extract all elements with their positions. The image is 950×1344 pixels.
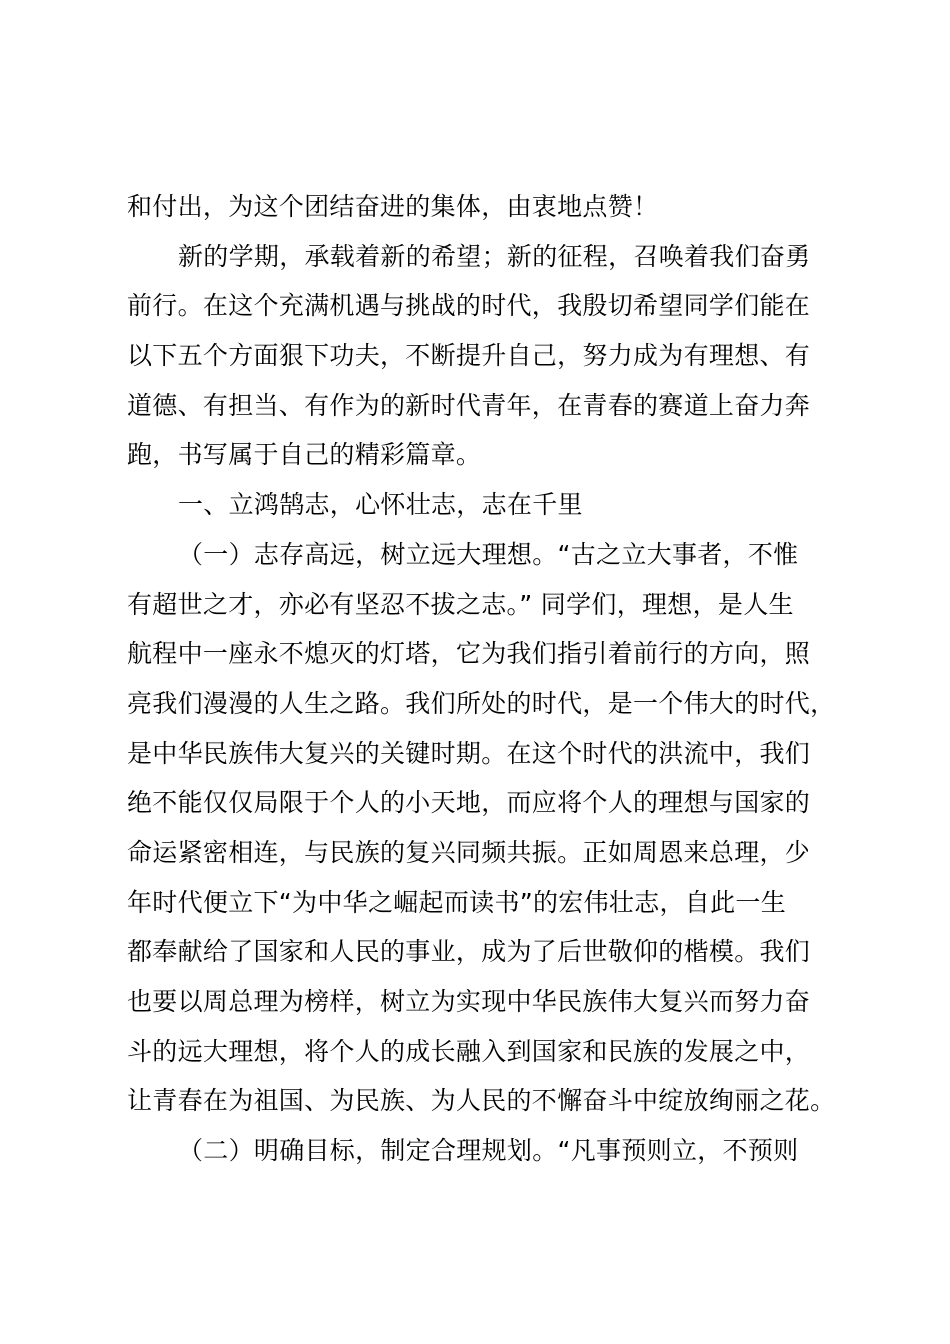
text-line: 命运紧密相连，与民族的复兴同频共振。正如周恩来总理，少: [127, 837, 811, 867]
text-line: 绝不能仅仅局限于个人的小天地，而应将个人的理想与国家的: [127, 788, 811, 818]
text-line: 年时代便立下“为中华之崛起而读书”的宏伟壮志，自此一生: [127, 887, 787, 917]
text-line: （一）志存高远，树立远大理想。“古之立大事者，不惟: [178, 539, 799, 569]
text-line: 一、立鸿鹄志，心怀壮志，志在千里: [178, 490, 583, 520]
text-line: 亮我们漫漫的人生之路。我们所处的时代，是一个伟大的时代，: [127, 688, 836, 718]
text-line: 和付出，为这个团结奋进的集体，由衷地点赞！: [127, 192, 659, 221]
text-line: 让青春在为祖国、为民族、为人民的不懈奋斗中绽放绚丽之花。: [127, 1086, 836, 1116]
text-line: 以下五个方面狠下功夫，不断提升自己，努力成为有理想、有: [127, 341, 811, 371]
text-line: 新的学期，承载着新的希望；新的征程，召唤着我们奋勇: [178, 241, 811, 271]
text-line: 都奉献给了国家和人民的事业，成为了后世敬仰的楷模。我们: [127, 937, 811, 967]
text-line: 道德、有担当、有作为的新时代青年，在青春的赛道上奋力奔: [127, 390, 811, 420]
text-line: 斗的远大理想，将个人的成长融入到国家和民族的发展之中，: [127, 1036, 811, 1066]
text-line: 前行。在这个充满机遇与挑战的时代，我殷切希望同学们能在: [127, 291, 811, 321]
text-line: 航程中一座永不熄灭的灯塔，它为我们指引着前行的方向，照: [127, 639, 811, 669]
body-text: [127, 182, 852, 1176]
text-line: 是中华民族伟大复兴的关键时期。在这个时代的洪流中，我们: [127, 738, 811, 768]
text-line: 也要以周总理为榜样，树立为实现中华民族伟大复兴而努力奋: [127, 987, 811, 1016]
text-line: 跑，书写属于自己的精彩篇章。: [127, 440, 482, 470]
text-line: （二）明确目标，制定合理规划。“凡事预则立，不预则: [178, 1136, 799, 1166]
text-line: 有超世之才，亦必有坚忍不拔之志。” 同学们，理想，是人生: [127, 589, 794, 619]
